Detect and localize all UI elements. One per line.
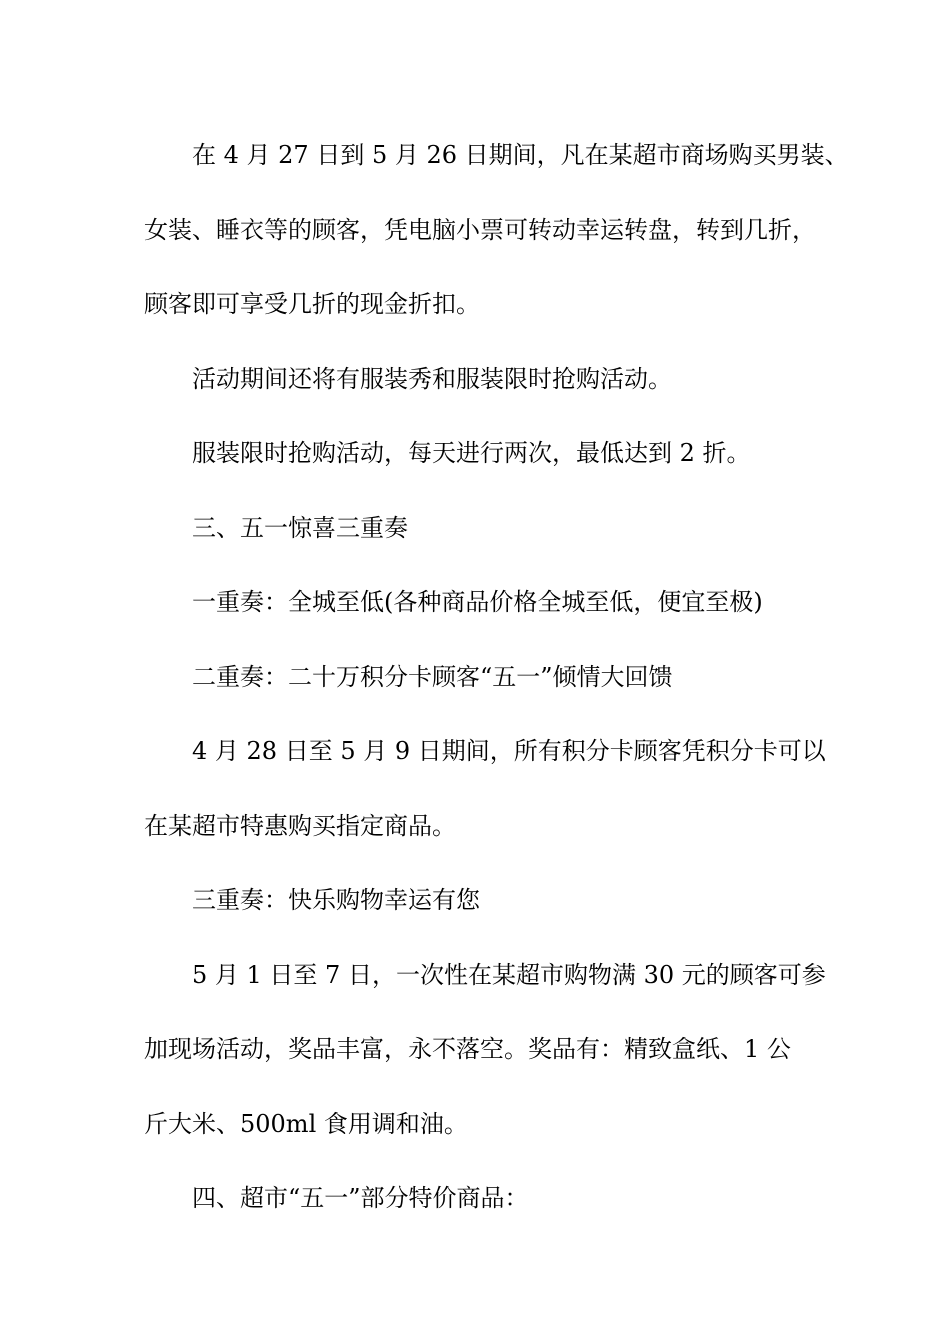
paragraph-promotion-clothing [144, 118, 849, 342]
text-line: 一重奏：全城至低(各种商品价格全城至低，便宜至极) [192, 588, 763, 616]
paragraph-second-movement [144, 640, 824, 715]
text-line: 在 4 月 27 日到 5 月 26 日期间，凡在某超市商场购买男装、 [192, 141, 849, 169]
text-line: 在某超市特惠购买指定商品。 [144, 811, 456, 840]
section-heading-three-surprises [144, 491, 824, 566]
text-line: 加现场活动，奖品丰富，永不落空。奖品有：精致盒纸、1 公 [144, 1035, 791, 1063]
text-line: 四、超市“五一”部分特价商品： [192, 1184, 529, 1212]
text-line: 4 月 28 日至 5 月 9 日期间，所有积分卡顾客凭积分卡可以 [192, 737, 826, 765]
text-line: 三、五一惊喜三重奏 [192, 513, 408, 542]
text-line: 服装限时抢购活动，每天进行两次，最低达到 2 折。 [192, 439, 751, 467]
text-line: 顾客即可享受几折的现金折扣。 [144, 290, 480, 318]
text-line: 5 月 1 日至 7 日，一次性在某超市购物满 30 元的顾客可参 [192, 960, 826, 989]
paragraph-third-movement [144, 863, 824, 938]
text-line: 女装、睡衣等的顾客，凭电脑小票可转动幸运转盘，转到几折， [144, 215, 816, 244]
paragraph-fashion-show [144, 342, 824, 417]
paragraph-points-card [144, 714, 824, 863]
document-body [144, 118, 849, 1236]
text-line: 三重奏：快乐购物幸运有您 [192, 886, 480, 914]
text-line: 活动期间还将有服装秀和服装限时抢购活动。 [192, 364, 672, 393]
text-line: 斤大米、500ml 食用调和油。 [144, 1109, 468, 1138]
paragraph-first-movement [144, 565, 824, 640]
paragraph-flash-sale [144, 416, 824, 491]
section-heading-special-offers [144, 1161, 824, 1236]
paragraph-prizes [144, 938, 824, 1162]
text-line: 二重奏：二十万积分卡顾客“五一”倾情大回馈 [192, 662, 673, 691]
